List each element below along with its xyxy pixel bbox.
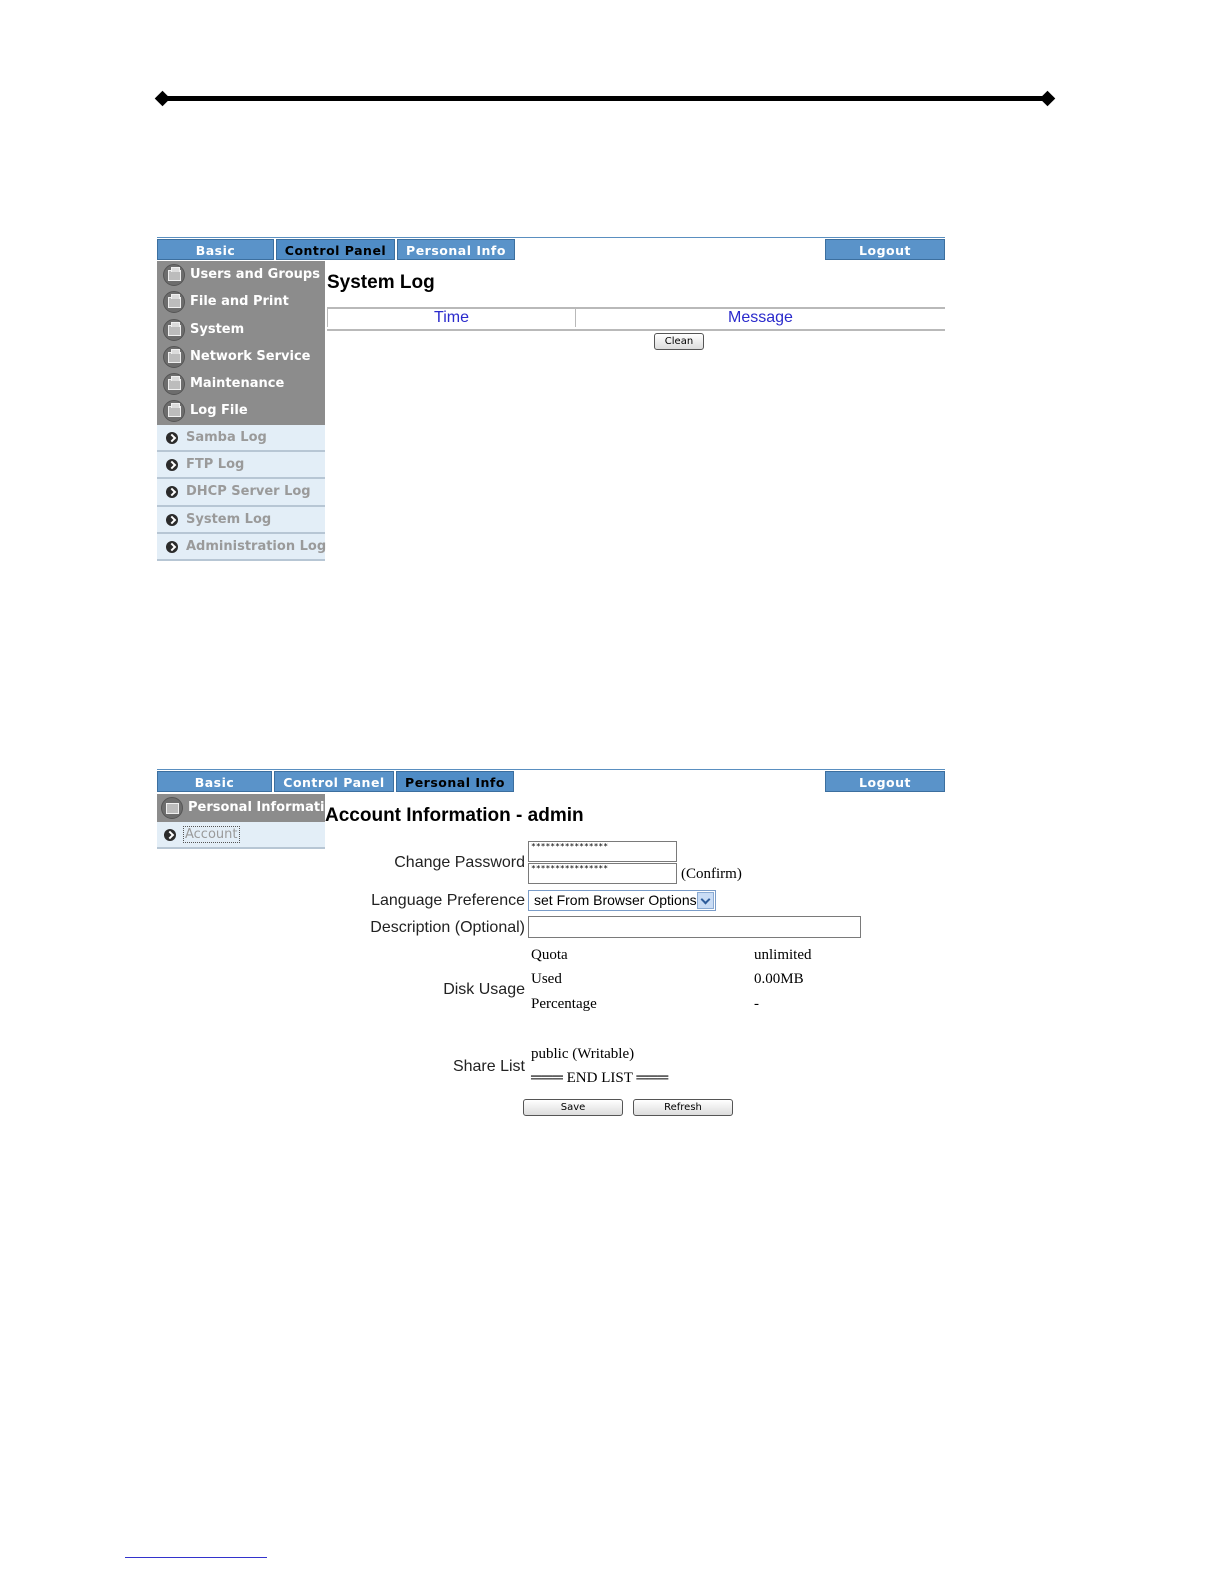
folder-icon [163,400,185,422]
folder-icon [163,373,185,395]
change-password-label: Change Password [394,854,525,871]
folder-icon [163,319,185,341]
share-item: public (Writable) [531,1046,635,1062]
disk-usage-label: Disk Usage [443,981,525,998]
sidebar-item-label: Maintenance [190,376,285,392]
sidebar-subitem-samba-log[interactable] [157,425,325,452]
arrow-circle-icon [164,829,176,841]
sidebar [157,261,325,561]
rule-diamond-left [155,91,171,107]
percentage-value: - [754,996,759,1012]
refresh-button[interactable]: Refresh [633,1099,733,1116]
tab-personal-info[interactable]: Personal Info [396,771,514,792]
sidebar-item-users-and-groups[interactable] [157,261,325,288]
sidebar-subitem-account[interactable] [157,822,325,849]
quota-label: Quota [531,947,568,963]
sidebar-item-system[interactable] [157,316,325,343]
clean-button[interactable]: Clean [654,333,704,350]
sidebar-item-label: Users and Groups [190,267,320,282]
arrow-circle-icon [166,486,178,498]
used-value: 0.00MB [754,971,804,987]
share-list-label: Share List [452,1058,525,1075]
sidebar-item-network-service[interactable] [157,343,325,370]
percentage-label: Percentage [531,996,597,1012]
column-header-time[interactable]: Time [327,309,576,327]
folder-icon [163,346,185,368]
tab-bar [157,237,945,262]
arrow-circle-icon [166,541,178,553]
sidebar-subitem-label: FTP Log [186,457,245,473]
tab-basic[interactable]: Basic [157,239,274,260]
sidebar-item-label: File and Print [190,294,289,310]
chevron-down-icon[interactable] [697,892,714,909]
log-table [327,307,945,331]
system-log-screen [157,237,945,567]
sidebar-subitem-administration-log[interactable] [157,534,325,561]
sidebar [157,794,343,849]
sidebar-subitem-label: DHCP Server Log [186,484,311,500]
page-title: Account Information - admin [325,805,584,826]
arrow-circle-icon [166,514,178,526]
sidebar-item-label: Network Service [190,348,311,364]
account-information-screen [157,769,945,1129]
tab-bar [157,769,945,794]
sidebar-subitem-label: Administration Log [186,538,327,554]
description-field[interactable] [528,916,861,938]
arrow-circle-icon [166,459,178,471]
sidebar-subitem-ftp-log[interactable] [157,452,325,479]
rule-diamond-right [1040,91,1056,107]
language-select[interactable] [528,890,716,911]
page-title: System Log [327,272,435,293]
tab-control-panel[interactable]: Control Panel [276,239,395,260]
logout-button[interactable]: Logout [825,239,945,260]
confirm-label: (Confirm) [681,866,742,882]
end-list-marker: ═══ END LIST ═══ [531,1070,669,1086]
tab-personal-info[interactable]: Personal Info [397,239,515,260]
quota-value: unlimited [754,947,812,963]
footnote-rule [125,1557,267,1558]
language-select-value: set From Browser Options [534,892,697,908]
tab-basic[interactable]: Basic [157,771,272,792]
arrow-circle-icon [166,432,178,444]
sidebar-subitem-label: System Log [186,511,272,527]
logout-button[interactable]: Logout [825,771,945,792]
column-header-message[interactable]: Message [575,309,945,327]
sidebar-item-maintenance[interactable] [157,370,325,397]
password-field[interactable]: **************** [528,841,677,862]
sidebar-subitem-label: Samba Log [186,429,267,445]
sidebar-subitem-label: Account [185,827,238,842]
used-label: Used [531,971,562,987]
sidebar-subitem-dhcp-server-log[interactable] [157,479,325,506]
folder-icon [163,291,185,313]
sidebar-item-label: Log File [190,403,248,419]
confirm-password-field[interactable]: **************** [528,863,677,884]
sidebar-item-personal-information[interactable] [157,794,343,822]
sidebar-item-label: Personal Information [188,800,343,815]
language-preference-label: Language Preference [371,892,525,909]
folder-icon [163,264,185,286]
sidebar-item-file-and-print[interactable] [157,288,325,315]
sidebar-item-log-file[interactable] [157,397,325,424]
folder-icon [161,797,183,819]
save-button[interactable]: Save [523,1099,623,1116]
description-label: Description (Optional) [370,919,525,936]
tab-control-panel[interactable]: Control Panel [274,771,394,792]
top-rule [163,96,1049,101]
sidebar-item-label: System [190,321,245,337]
sidebar-subitem-system-log[interactable] [157,507,325,534]
